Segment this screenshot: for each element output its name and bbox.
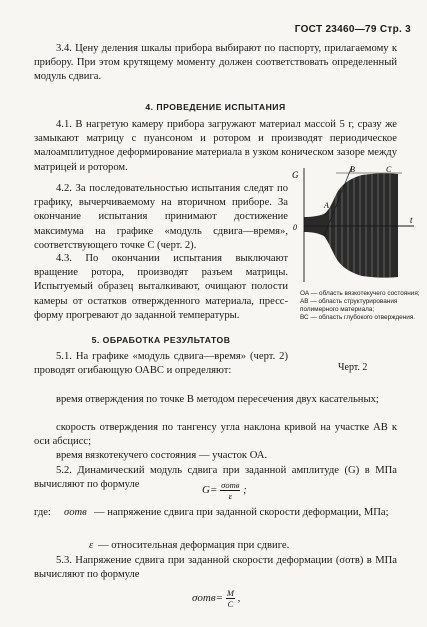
page-header: ГОСТ 23460—79 Стр. 3 [294,24,411,35]
paragraph-5-1-item-3: время вязкотекучего состояния — участок ОА. [56,450,268,461]
formula1-denominator: ε [228,491,232,501]
origin-label: 0 [293,223,297,232]
where-epsilon-definition: — относительная деформация при сдвиге. [98,540,290,551]
axis-label-t: t [410,215,413,225]
point-label-a: A [324,201,329,210]
shear-modulus-time-figure [290,166,420,284]
formula2-lhs: σотв= [192,592,224,605]
paragraph-5-1-item-1: время отверждения по точке В методом пересечения двух касательных; [56,394,379,405]
where-epsilon-symbol: ε [89,540,94,551]
formula1-numerator: σотв [221,480,240,490]
paragraph-5-3: 5.3. Напряжение сдвига при заданной скорости деформации (σотв) в МПа вычисляют по формуле [34,555,397,581]
where-sigma-symbol: σотв [64,507,87,518]
figure-legend [300,290,420,322]
formula-shear-stress [192,588,240,609]
formula2-end: , [237,592,241,605]
legend-oa: ОА — область вязкотекучего состояния; [300,290,420,297]
paragraph-5-1: 5.1. На графике «модуль сдвига—время» (черт. 2) проводят огибающую ОАВС и определяют: [34,351,288,377]
legend-bc: ВС — область глубокого отверждения. [300,314,416,321]
paragraph-5-2: 5.2. Динамический модуль сдвига при заданной амплитуде (G) в МПа вычисляют по формуле [34,465,397,491]
paragraph-4-2: 4.2. За последовательностью испытания следят по графику, вычерчиваемому на вторичном приборе. За окончание испытания принимают достижение максимума на графике «модуль сдвига—время», соответствующего точке С (черт. 2). [34,183,288,251]
paragraph-4-1: 4.1. В нагретую камеру прибора загружают материал массой 5 г, сразу же замыкают матрицу с пуансоном и ротором и производят периодическое малоамплитудное деформирование материала в узком коническом зазоре между матрицей и ротором. [34,119,397,173]
axis-label-g: G [292,170,299,180]
section-4-title: 4. ПРОВЕДЕНИЕ ИСПЫТАНИЯ [145,102,286,112]
where-label: где: [34,507,51,518]
where-sigma-definition: — напряжение сдвига при заданной скорости деформации, МПа; [94,507,389,518]
paragraph-3-4: 3.4. Цену деления шкалы прибора выбирают по паспорту, прилагаемому к прибору. При этом крутящему моменту должен соответствовать определенный модуль сдвига. [34,43,397,83]
formula1-lhs: G= [202,484,218,497]
section-5-title: 5. ОБРАБОТКА РЕЗУЛЬТАТОВ [91,335,231,345]
formula2-numerator: M [226,588,234,598]
figure-caption: Черт. 2 [338,362,368,373]
legend-ab: АВ — область структурирования полимерного материала; [300,298,398,313]
formula2-denominator: C [227,599,234,609]
paragraph-5-1-item-2: скорость отверждения по тангенсу угла наклона кривой на участке АВ к оси абсцисс; [34,422,397,448]
paragraph-4-3: 4.3. По окончании испытания выключают вращение ротора, производят разъем матрицы. Испытуемый образец выталкивают, очищают полости камеры от остатков отвержденного материала, пресс-форму прогревают до заданной температуры. [34,253,288,321]
point-label-c: C [386,166,392,174]
point-label-b: B [350,166,355,174]
formula1-end: ; [243,484,247,497]
formula-shear-modulus [202,480,247,501]
